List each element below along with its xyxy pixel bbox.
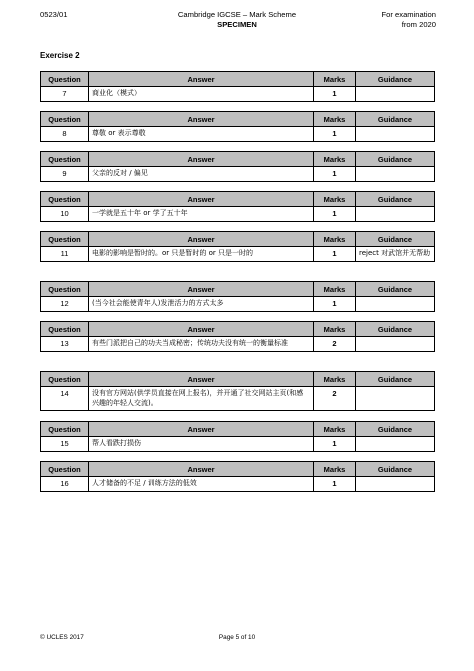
- answer-cell: 帮人看跌打损伤: [89, 437, 314, 452]
- copyright: © UCLES 2017: [40, 634, 84, 641]
- marks-cell: 1: [314, 247, 356, 262]
- table-row: [41, 87, 435, 102]
- question-number: 10: [41, 207, 89, 222]
- answer-cell: 人才储备的不足 / 训练方法的低效: [89, 477, 314, 492]
- answer-cell: 尊敬 or 表示尊敬: [89, 127, 314, 142]
- exam-year-line1: For examination: [381, 10, 436, 19]
- guidance-cell: [356, 337, 435, 352]
- col-answer-header: Answer: [89, 232, 314, 247]
- question-table: [40, 111, 435, 142]
- exercise-title: Exercise 2: [40, 51, 80, 60]
- col-guidance-header: Guidance: [356, 232, 435, 247]
- col-question-header: Question: [41, 192, 89, 207]
- answer-cell: 父亲的反对 / 偏见: [89, 167, 314, 182]
- marks-cell: 1: [314, 207, 356, 222]
- table-row: [41, 167, 435, 182]
- col-marks-header: Marks: [314, 232, 356, 247]
- col-marks-header: Marks: [314, 422, 356, 437]
- table-header-row: [41, 232, 435, 247]
- question-table: [40, 461, 435, 492]
- marks-cell: 1: [314, 127, 356, 142]
- col-marks-header: Marks: [314, 282, 356, 297]
- col-guidance-header: Guidance: [356, 422, 435, 437]
- col-question-header: Question: [41, 372, 89, 387]
- question-number: 14: [41, 387, 89, 411]
- col-marks-header: Marks: [314, 112, 356, 127]
- page-number: Page 5 of 10: [218, 634, 256, 641]
- col-question-header: Question: [41, 72, 89, 87]
- table-header-row: [41, 152, 435, 167]
- question-table: [40, 371, 435, 411]
- col-answer-header: Answer: [89, 422, 314, 437]
- question-table: [40, 151, 435, 182]
- col-answer-header: Answer: [89, 72, 314, 87]
- col-marks-header: Marks: [314, 372, 356, 387]
- question-number: 13: [41, 337, 89, 352]
- col-answer-header: Answer: [89, 282, 314, 297]
- table-header-row: [41, 372, 435, 387]
- col-marks-header: Marks: [314, 152, 356, 167]
- question-table: [40, 71, 435, 102]
- page-header: [0, 10, 474, 38]
- col-question-header: Question: [41, 152, 89, 167]
- answer-cell: 电影的影响是暂时的。or 只是暂时的 or 只是一时的: [89, 247, 314, 262]
- question-number: 11: [41, 247, 89, 262]
- question-table: [40, 321, 435, 352]
- question-table: [40, 231, 435, 262]
- guidance-cell: [356, 297, 435, 312]
- guidance-cell: [356, 477, 435, 492]
- table-header-row: [41, 192, 435, 207]
- guidance-cell: [356, 127, 435, 142]
- answer-cell: (当今社会能使青年人)发泄活力的方式太多: [89, 297, 314, 312]
- exam-year-line2: from 2020: [401, 19, 436, 29]
- exam-year-note: [382, 10, 436, 29]
- answer-cell: 没有官方网站(供学员直接在网上报名)，并开通了社交网站主页(和感兴趣的年轻人交流)。: [89, 387, 314, 411]
- table-row: [41, 387, 435, 411]
- header-subtitle: SPECIMEN: [217, 19, 257, 29]
- col-guidance-header: Guidance: [356, 192, 435, 207]
- guidance-cell: [356, 387, 435, 411]
- table-row: [41, 247, 435, 262]
- guidance-cell: [356, 437, 435, 452]
- question-number: 12: [41, 297, 89, 312]
- guidance-cell: [356, 87, 435, 102]
- answer-cell: 有些门派把自己的功夫当成秘密；传统功夫没有统一的衡量标准: [89, 337, 314, 352]
- guidance-cell: reject 对武馆并无帮助: [356, 247, 435, 262]
- guidance-cell: [356, 207, 435, 222]
- col-marks-header: Marks: [314, 192, 356, 207]
- guidance-cell: [356, 167, 435, 182]
- col-guidance-header: Guidance: [356, 72, 435, 87]
- col-guidance-header: Guidance: [356, 282, 435, 297]
- col-question-header: Question: [41, 322, 89, 337]
- answer-cell: 一学就是五十年 or 学了五十年: [89, 207, 314, 222]
- marks-cell: 2: [314, 337, 356, 352]
- col-marks-header: Marks: [314, 72, 356, 87]
- col-question-header: Question: [41, 422, 89, 437]
- question-number: 9: [41, 167, 89, 182]
- col-guidance-header: Guidance: [356, 322, 435, 337]
- question-table: [40, 421, 435, 452]
- table-row: [41, 297, 435, 312]
- col-question-header: Question: [41, 112, 89, 127]
- question-number: 8: [41, 127, 89, 142]
- marks-cell: 1: [314, 437, 356, 452]
- col-guidance-header: Guidance: [356, 372, 435, 387]
- col-guidance-header: Guidance: [356, 152, 435, 167]
- table-header-row: [41, 282, 435, 297]
- col-question-header: Question: [41, 232, 89, 247]
- col-marks-header: Marks: [314, 462, 356, 477]
- col-guidance-header: Guidance: [356, 462, 435, 477]
- table-header-row: [41, 422, 435, 437]
- question-number: 16: [41, 477, 89, 492]
- col-answer-header: Answer: [89, 462, 314, 477]
- answer-cell: 商业化（模式）: [89, 87, 314, 102]
- marks-cell: 1: [314, 87, 356, 102]
- header-title: Cambridge IGCSE – Mark Scheme: [177, 10, 297, 19]
- table-header-row: [41, 112, 435, 127]
- col-marks-header: Marks: [314, 322, 356, 337]
- col-answer-header: Answer: [89, 372, 314, 387]
- table-row: [41, 437, 435, 452]
- col-guidance-header: Guidance: [356, 112, 435, 127]
- question-number: 7: [41, 87, 89, 102]
- syllabus-code: 0523/01: [40, 10, 68, 19]
- marks-cell: 1: [314, 297, 356, 312]
- col-answer-header: Answer: [89, 112, 314, 127]
- col-answer-header: Answer: [89, 152, 314, 167]
- col-answer-header: Answer: [89, 322, 314, 337]
- col-question-header: Question: [41, 282, 89, 297]
- question-number: 15: [41, 437, 89, 452]
- table-header-row: [41, 462, 435, 477]
- table-row: [41, 477, 435, 492]
- table-header-row: [41, 72, 435, 87]
- marks-cell: 2: [314, 387, 356, 411]
- col-question-header: Question: [41, 462, 89, 477]
- marks-cell: 1: [314, 477, 356, 492]
- table-row: [41, 207, 435, 222]
- question-table: [40, 281, 435, 312]
- table-row: [41, 127, 435, 142]
- table-row: [41, 337, 435, 352]
- col-answer-header: Answer: [89, 192, 314, 207]
- table-header-row: [41, 322, 435, 337]
- question-table: [40, 191, 435, 222]
- marks-cell: 1: [314, 167, 356, 182]
